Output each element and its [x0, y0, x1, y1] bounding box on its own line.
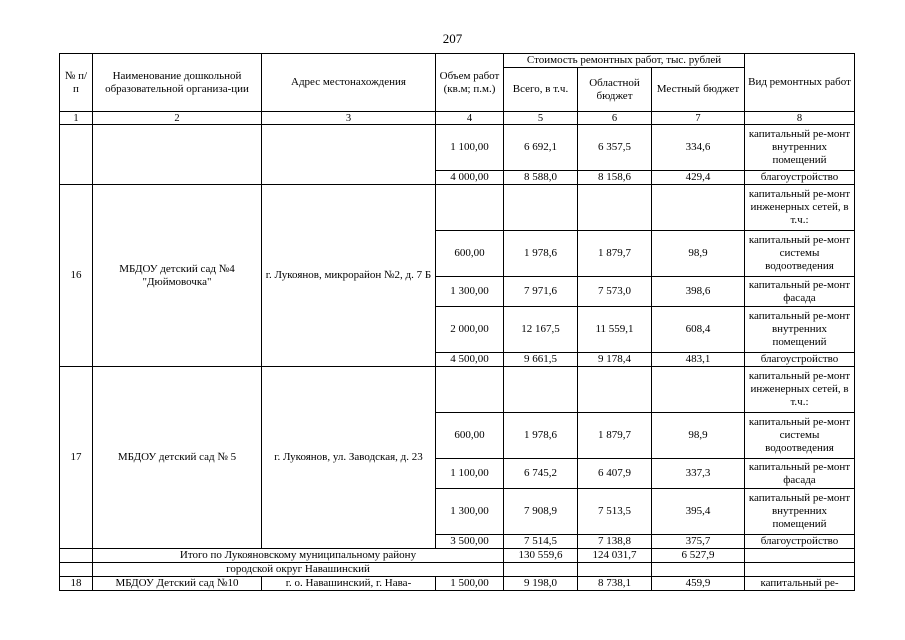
- cell-total: 6 692,1: [504, 125, 578, 171]
- cell-work-type: капитальный ре-монт внутренних помещений: [745, 489, 855, 535]
- page-number: 207: [442, 31, 463, 46]
- col-index: 7: [652, 112, 745, 125]
- cell-total: 7 514,5: [504, 535, 578, 549]
- cell-regional: 7 138,8: [578, 535, 652, 549]
- col-index: 2: [93, 112, 262, 125]
- cell-local: [652, 563, 745, 577]
- cell-volume: 4 000,00: [436, 171, 504, 185]
- cell-name: МБДОУ детский сад №4 "Дюймовочка": [93, 185, 262, 367]
- col-index: 4: [436, 112, 504, 125]
- cell-volume: 1 300,00: [436, 489, 504, 535]
- cell-work-type: капитальный ре-монт системы водоотведения: [745, 231, 855, 277]
- cell-total: [504, 185, 578, 231]
- repair-works-table: [59, 53, 855, 591]
- cell-total: 6 745,2: [504, 459, 578, 489]
- cell-total: 7 908,9: [504, 489, 578, 535]
- cell-regional: [578, 563, 652, 577]
- cell-work-type: благоустройство: [745, 353, 855, 367]
- subtotal-regional: 124 031,7: [578, 549, 652, 563]
- cell-volume: 3 500,00: [436, 535, 504, 549]
- cell-total: 8 588,0: [504, 171, 578, 185]
- cell-volume: 1 500,00: [436, 577, 504, 591]
- table-row: [60, 577, 855, 591]
- cell-regional: [578, 185, 652, 231]
- cell-regional: 6 407,9: [578, 459, 652, 489]
- cell-name: [93, 125, 262, 185]
- cell-regional: 7 513,5: [578, 489, 652, 535]
- cell-work-type: капитальный ре-монт фасада: [745, 277, 855, 307]
- cell-local: 608,4: [652, 307, 745, 353]
- cell-work-type: [745, 549, 855, 563]
- col-index: 1: [60, 112, 93, 125]
- cell-regional: 8 738,1: [578, 577, 652, 591]
- header-name: Наименование дошкольной образовательной организа-ции: [93, 54, 262, 112]
- header-regional: Областной бюджет: [578, 68, 652, 112]
- cell-volume: 1 100,00: [436, 125, 504, 171]
- col-index: 3: [262, 112, 436, 125]
- header-type: Вид ремонтных работ: [745, 54, 855, 112]
- cell-volume: 1 300,00: [436, 277, 504, 307]
- header-total: Всего, в т.ч.: [504, 68, 578, 112]
- cell-work-type: благоустройство: [745, 171, 855, 185]
- table-row: [60, 367, 855, 413]
- table-row: [60, 185, 855, 231]
- cell-address: г. Лукоянов, микрорайон №2, д. 7 Б: [262, 185, 436, 367]
- cell-num: [60, 549, 93, 563]
- cell-num: 17: [60, 367, 93, 549]
- subtotal-row: [60, 549, 855, 563]
- subtotal-label: Итого по Лукояновскому муниципальному району: [93, 549, 504, 563]
- cell-volume: 600,00: [436, 231, 504, 277]
- cell-work-type: капитальный ре-: [745, 577, 855, 591]
- cell-work-type: капитальный ре-монт внутренних помещений: [745, 125, 855, 171]
- cell-num: [60, 125, 93, 185]
- cell-work-type: капитальный ре-монт инженерных сетей, в т.ч.:: [745, 367, 855, 413]
- subtotal-total: 130 559,6: [504, 549, 578, 563]
- table-row: [60, 125, 855, 171]
- cell-total: [504, 367, 578, 413]
- cell-num: 16: [60, 185, 93, 367]
- district-row: [60, 563, 855, 577]
- cell-regional: 6 357,5: [578, 125, 652, 171]
- cell-volume: 4 500,00: [436, 353, 504, 367]
- cell-total: 7 971,6: [504, 277, 578, 307]
- cell-work-type: [745, 563, 855, 577]
- cell-work-type: капитальный ре-монт системы водоотведения: [745, 413, 855, 459]
- cell-regional: 7 573,0: [578, 277, 652, 307]
- cell-regional: 8 158,6: [578, 171, 652, 185]
- cell-total: [504, 563, 578, 577]
- cell-work-type: капитальный ре-монт внутренних помещений: [745, 307, 855, 353]
- cell-work-type: капитальный ре-монт фасада: [745, 459, 855, 489]
- header-cost-group: Стоимость ремонтных работ, тыс. рублей: [504, 54, 745, 68]
- district-label: городской округ Навашинский: [93, 563, 504, 577]
- cell-volume: 1 100,00: [436, 459, 504, 489]
- cell-work-type: капитальный ре-монт инженерных сетей, в т.ч.:: [745, 185, 855, 231]
- cell-volume: [436, 185, 504, 231]
- cell-volume: 600,00: [436, 413, 504, 459]
- cell-local: [652, 367, 745, 413]
- cell-address: г. Лукоянов, ул. Заводская, д. 23: [262, 367, 436, 549]
- cell-work-type: благоустройство: [745, 535, 855, 549]
- cell-total: 12 167,5: [504, 307, 578, 353]
- subtotal-local: 6 527,9: [652, 549, 745, 563]
- cell-local: 337,3: [652, 459, 745, 489]
- cell-local: 459,9: [652, 577, 745, 591]
- header-local: Местный бюджет: [652, 68, 745, 112]
- col-index: 5: [504, 112, 578, 125]
- cell-total: 9 661,5: [504, 353, 578, 367]
- cell-local: 98,9: [652, 231, 745, 277]
- cell-local: 98,9: [652, 413, 745, 459]
- cell-total: 1 978,6: [504, 231, 578, 277]
- cell-address: [262, 125, 436, 185]
- header-address: Адрес местонахождения: [262, 54, 436, 112]
- cell-total: 1 978,6: [504, 413, 578, 459]
- header-volume: Объем работ (кв.м; п.м.): [436, 54, 504, 112]
- cell-regional: 9 178,4: [578, 353, 652, 367]
- cell-local: 395,4: [652, 489, 745, 535]
- cell-regional: 1 879,7: [578, 231, 652, 277]
- cell-local: 334,6: [652, 125, 745, 171]
- cell-volume: 2 000,00: [436, 307, 504, 353]
- cell-name: МБДОУ детский сад № 5: [93, 367, 262, 549]
- cell-regional: [578, 367, 652, 413]
- col-index: 8: [745, 112, 855, 125]
- header-num: № п/п: [60, 54, 93, 112]
- cell-total: 9 198,0: [504, 577, 578, 591]
- cell-num: [60, 563, 93, 577]
- cell-local: 375,7: [652, 535, 745, 549]
- cell-regional: 1 879,7: [578, 413, 652, 459]
- cell-local: 483,1: [652, 353, 745, 367]
- col-index: 6: [578, 112, 652, 125]
- cell-volume: [436, 367, 504, 413]
- cell-name: МБДОУ Детский сад №10: [93, 577, 262, 591]
- cell-local: 429,4: [652, 171, 745, 185]
- cell-num: 18: [60, 577, 93, 591]
- cell-local: [652, 185, 745, 231]
- cell-regional: 11 559,1: [578, 307, 652, 353]
- cell-address: г. о. Навашинский, г. Нава-: [262, 577, 436, 591]
- cell-local: 398,6: [652, 277, 745, 307]
